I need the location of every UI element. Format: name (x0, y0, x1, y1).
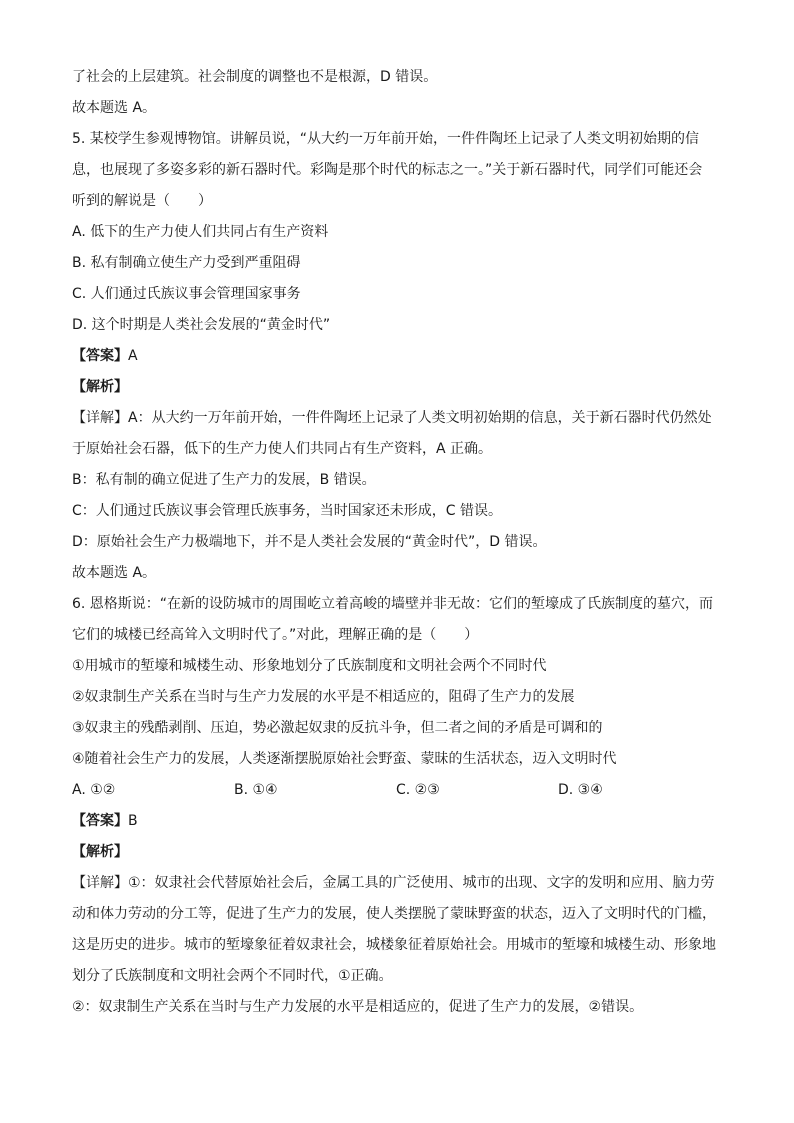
detail-6-line: 划分了氏族制度和文明社会两个不同时代，①正确。 (72, 968, 393, 984)
document-page (72, 62, 722, 1023)
analysis-6-label: 【解析】 (72, 844, 128, 860)
detail-6-line: 【详解】①：奴隶社会代替原始社会后，金属工具的广泛使用、城市的出现、文字的发明和应用、脑力劳 (72, 875, 715, 891)
question-6-statement: ①用城市的堑壕和城楼生动、形象地划分了氏族制度和文明社会两个不同时代 (72, 658, 547, 674)
answer-value: B (128, 813, 138, 829)
question-6-statement: ②奴隶制生产关系在当时与生产力发展的水平是不相适应的，阻碍了生产力的发展 (72, 689, 575, 705)
question-6-statement: ④随着社会生产力的发展，人类逐渐摆脱原始社会野蛮、蒙昧的生活状态，迈入文明时代 (72, 751, 617, 767)
detail-5-line: 故本题选 A。 (72, 565, 157, 581)
answer-5 (72, 341, 722, 372)
question-6-option-a: A. ①② (72, 782, 116, 798)
question-5-option-d: D. 这个时期是人类社会发展的“黄金时代” (72, 317, 331, 333)
question-6-option-c: C. ②③ (396, 782, 440, 798)
answer-label: 【答案】 (72, 813, 128, 829)
question-6-stem: 6. 恩格斯说：“在新的设防城市的周围屹立着高峻的墙壁并非无故：它们的堑壕成了氏族制度的墓穴，而 (72, 596, 714, 612)
detail-5-line: C：人们通过氏族议事会管理氏族事务，当时国家还未形成，C 错误。 (72, 503, 502, 519)
question-5-stem: 5. 某校学生参观博物馆。讲解员说，“从大约一万年前开始，一件件陶坯上记录了人类文明初始期的信 (72, 131, 700, 147)
question-6-option-b: B. ①④ (234, 782, 278, 798)
question-6-options (72, 775, 722, 806)
question-5-stem: 听到的解说是（ ） (72, 193, 212, 209)
question-6-statement: ③奴隶主的残酷剥削、压迫，势必激起奴隶的反抗斗争，但二者之间的矛盾是可调和的 (72, 720, 603, 736)
detail-6-line: 这是历史的进步。城市的堑壕象征着奴隶社会，城楼象征着原始社会。用城市的堑壕和城楼生动、形象地 (72, 937, 716, 953)
text-line: 故本题选 A。 (72, 100, 157, 116)
detail-6-line: 动和体力劳动的分工等，促进了生产力的发展，使人类摆脱了蒙昧野蛮的状态，迈入了文明时代的门槛， (72, 906, 716, 922)
question-5-option-c: C. 人们通过氏族议事会管理国家事务 (72, 286, 301, 302)
detail-5-line: B：私有制的确立促进了生产力的发展，B 错误。 (72, 472, 376, 488)
question-6-stem: 它们的城楼已经高耸入文明时代了。”对此，理解正确的是（ ） (72, 627, 479, 643)
detail-6-line: ②：奴隶制生产关系在当时与生产力发展的水平是相适应的，促进了生产力的发展，②错误。 (72, 999, 644, 1015)
question-5-stem: 息，也展现了多姿多彩的新石器时代。彩陶是那个时代的标志之一。”关于新石器时代，同学们可能还会 (72, 162, 703, 178)
answer-6 (72, 806, 722, 837)
detail-5-line: 于原始社会石器，低下的生产力使人们共同占有生产资料，A 正确。 (72, 441, 493, 457)
question-6-option-d: D. ③④ (558, 782, 603, 798)
question-5-option-b: B. 私有制确立使生产力受到严重阻碍 (72, 255, 301, 271)
analysis-5-label: 【解析】 (72, 379, 128, 395)
answer-value: A (128, 348, 138, 364)
question-5-option-a: A. 低下的生产力使人们共同占有生产资料 (72, 224, 329, 240)
detail-5-line: 【详解】A：从大约一万年前开始，一件件陶坯上记录了人类文明初始期的信息，关于新石器时代仍然处 (72, 410, 712, 426)
detail-5-line: D：原始社会生产力极端地下，并不是人类社会发展的“黄金时代”，D 错误。 (72, 534, 547, 550)
text-line: 了社会的上层建筑。社会制度的调整也不是根源，D 错误。 (72, 69, 438, 85)
answer-label: 【答案】 (72, 348, 128, 364)
